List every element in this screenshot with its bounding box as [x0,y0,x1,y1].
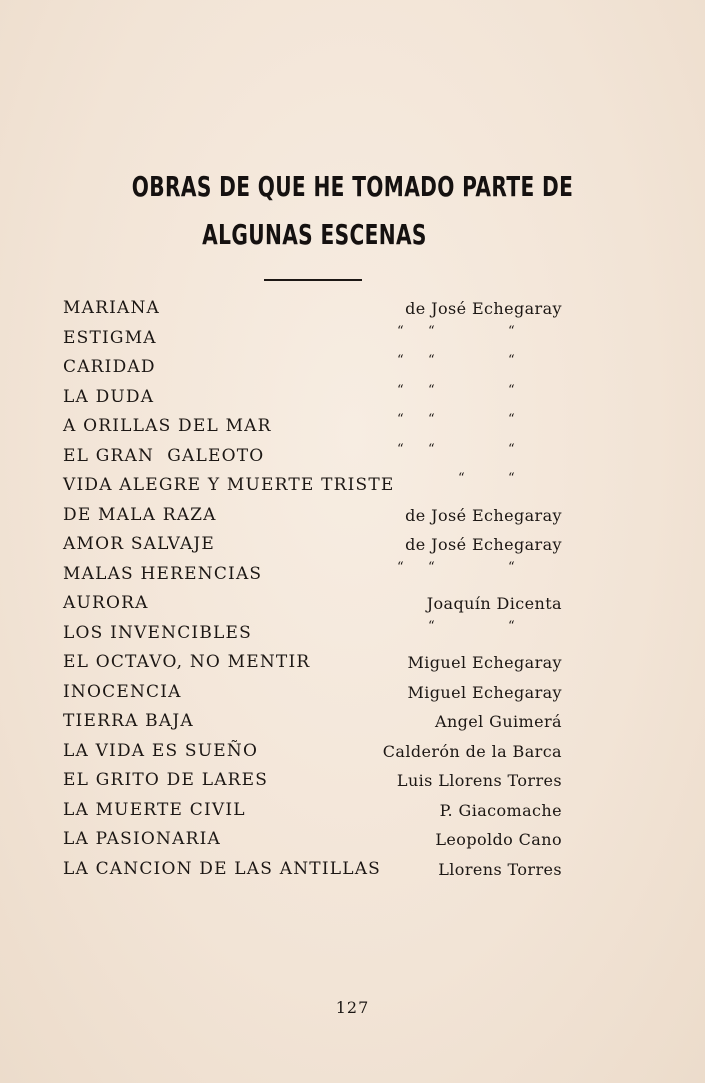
works-list [0,296,705,886]
ditto-mark: “ [397,323,404,339]
ditto-mark: “ [397,382,404,398]
work-title: VIDA ALEGRE Y MUERTE TRISTE [63,475,395,495]
list-item [0,680,705,710]
list-item [0,618,705,651]
ditto-mark: “ [428,353,435,368]
ditto-mark: “ [397,559,404,575]
work-title: DE MALA RAZA [63,504,217,525]
list-item [0,768,705,798]
work-author: Angel Guimerá [434,712,562,731]
work-title: CARIDAD [63,357,156,377]
ditto-mark: “ [508,353,515,368]
work-author: Leopoldo Cano [435,830,562,849]
work-title: AURORA [63,593,149,613]
work-title: INOCENCIA [63,681,182,702]
work-title: LA PASIONARIA [63,829,221,849]
list-item [0,503,705,533]
list-item [0,441,705,474]
ditto-mark: “ [508,412,515,427]
ditto-mark: “ [458,471,465,486]
work-author: de José Echegaray [405,299,562,318]
work-author: Luis Llorens Torres [396,771,562,790]
list-item [0,323,705,356]
work-title: EL GRITO DE LARES [63,770,269,790]
page-title-line-2: ALGUNAS ESCENAS [202,218,427,251]
work-author: Miguel Echegaray [407,682,562,702]
work-title: TIERRA BAJA [63,711,194,731]
list-item [0,591,705,621]
ditto-mark: “ [508,441,515,457]
work-author: Calderón de la Barca [382,741,562,761]
work-title: LA DUDA [63,386,155,407]
ditto-mark: “ [508,559,515,575]
list-item [0,857,705,887]
work-title: MARIANA [63,298,161,318]
ditto-mark: “ [428,412,435,427]
work-title: EL OCTAVO, NO MENTIR [63,652,311,672]
work-title: LA VIDA ES SUEÑO [63,740,259,761]
list-item [0,296,705,326]
work-author: de José Echegaray [405,535,562,554]
list-item [0,798,705,828]
ditto-mark: “ [428,559,435,575]
ditto-mark: “ [428,618,435,634]
list-item [0,473,705,503]
ditto-mark: “ [508,618,515,634]
ditto-mark: “ [397,441,404,457]
list-item [0,382,705,415]
list-item [0,709,705,739]
list-item [0,414,705,444]
list-item [0,650,705,680]
work-author: Llorens Torres [438,859,562,879]
work-title: AMOR SALVAJE [63,534,216,554]
work-title: LOS INVENCIBLES [63,622,252,643]
work-title: LA MUERTE CIVIL [63,799,246,820]
ditto-mark: “ [428,323,435,339]
ditto-mark: “ [508,471,515,486]
work-title: EL GRAN GALEOTO [63,445,265,466]
title-divider [264,279,362,281]
work-author: Joaquín Dicenta [426,594,562,613]
work-author: de José Echegaray [405,505,562,525]
ditto-mark: “ [508,382,515,398]
list-item [0,739,705,769]
ditto-mark: “ [428,441,435,457]
work-author: Miguel Echegaray [407,653,562,672]
work-title: A ORILLAS DEL MAR [63,416,272,436]
work-title: ESTIGMA [63,327,157,348]
ditto-mark: “ [428,382,435,398]
list-item [0,355,705,385]
ditto-mark: “ [397,353,404,368]
list-item [0,827,705,857]
page-title-line-1: OBRAS DE QUE HE TOMADO PARTE DE [131,170,574,203]
ditto-mark: “ [397,412,404,427]
list-item [0,532,705,562]
list-item [0,559,705,592]
work-title: MALAS HERENCIAS [63,563,263,584]
page-number: 127 [335,998,370,1017]
ditto-mark: “ [508,323,515,339]
work-author: P. Giacomache [439,800,562,820]
work-title: LA CANCION DE LAS ANTILLAS [63,858,382,879]
